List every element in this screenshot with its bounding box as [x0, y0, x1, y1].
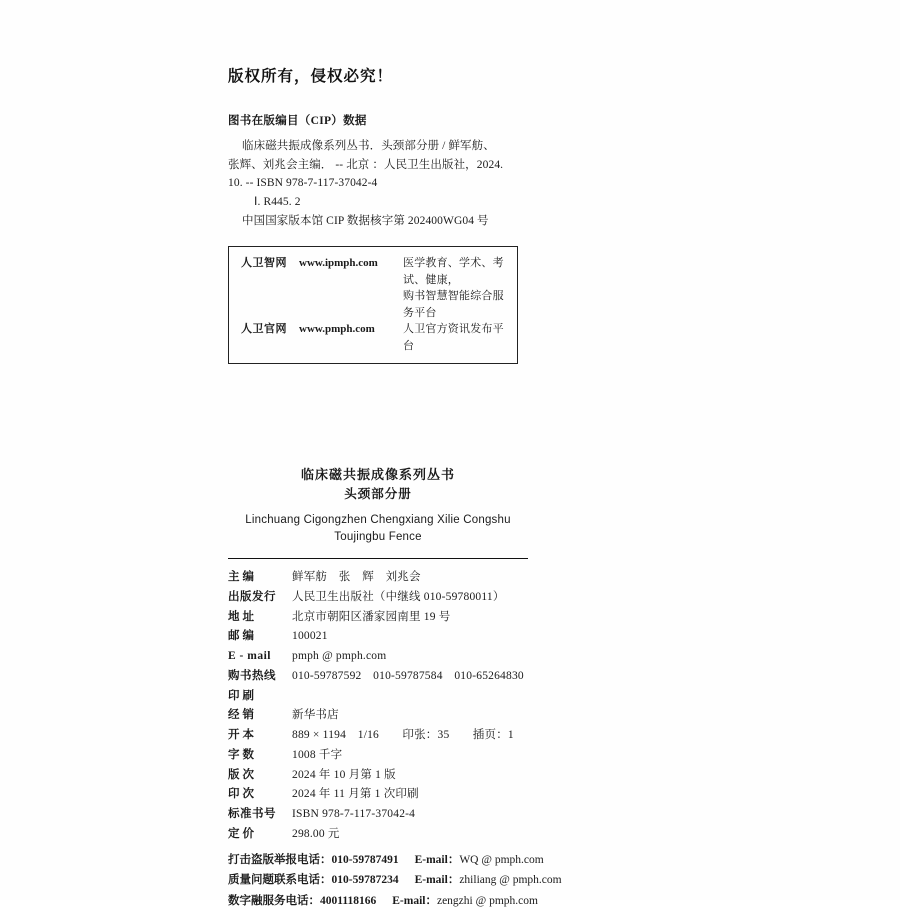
cip-line: 中国国家版本馆 CIP 数据核字第 202400WG04 号	[242, 214, 489, 227]
web-name: 人卫官网	[241, 323, 287, 336]
web-desc: 人卫官方资讯发布平台	[403, 323, 504, 352]
colophon-row-isbn	[228, 805, 528, 825]
colophon-block	[228, 465, 562, 911]
colophon-row-printing	[228, 687, 528, 707]
contact-row-piracy	[228, 850, 544, 870]
colophon-value: 人民卫生出版社（中继线 010-59780011）	[292, 590, 505, 603]
contact-label: 打击盗版举报电话：	[228, 853, 332, 866]
series-title: 临床磁共振成像系列丛书	[300, 467, 455, 482]
colophon-label: 印刷	[228, 689, 257, 702]
contact-email[interactable]: zhiliang @ pmph.com	[459, 874, 562, 887]
copyright-warning: 版权所有，侵权必究！	[228, 68, 394, 85]
colophon-rows	[228, 568, 528, 845]
contact-label: 数字融服务电话：	[228, 894, 320, 907]
colophon-label: 主编	[228, 571, 257, 584]
colophon-label: 经销	[228, 709, 257, 722]
colophon-value: 2024 年 11 月第 1 次印刷	[292, 788, 419, 801]
web-url-ipmph[interactable]: www.ipmph.com	[299, 257, 378, 270]
web-url-pmph[interactable]: www.pmph.com	[299, 323, 375, 336]
colophon-row-address	[228, 608, 528, 628]
colophon-value: 鲜军舫 张 辉 刘兆会	[292, 571, 421, 584]
colophon-label: 购书热线	[228, 669, 276, 682]
web-row-ipmph	[241, 255, 507, 288]
colophon-row-editors	[228, 568, 528, 588]
colophon-value: 北京市朝阳区潘家园南里 19 号	[292, 610, 451, 623]
colophon-label: 定价	[228, 827, 257, 840]
pinyin-title	[228, 512, 528, 547]
colophon-value: 1008 千字	[292, 748, 343, 761]
colophon-label: 地址	[228, 610, 257, 623]
cip-line: 张辉、刘兆会主编． -- 北京 ：人民卫生出版社，2024.	[228, 158, 504, 171]
colophon-value: 100021	[292, 630, 328, 643]
colophon-value: 新华书店	[292, 709, 339, 722]
contact-email-label: E-mail：	[414, 874, 460, 887]
colophon-value: 298.00 元	[292, 827, 340, 840]
colophon-value: 2024 年 10 月第 1 版	[292, 768, 396, 781]
colophon-row-format	[228, 726, 528, 746]
colophon-label: 版次	[228, 768, 257, 781]
colophon-label: 印次	[228, 788, 257, 801]
web-desc-continuation: 购书智慧智能综合服务平台	[403, 290, 504, 319]
colophon-row-hotline	[228, 667, 528, 687]
cip-line: 10. -- ISBN 978-7-117-37042-4	[228, 177, 378, 190]
contact-label: 质量问题联系电话：	[228, 874, 332, 887]
colophon-value: ISBN 978-7-117-37042-4	[292, 808, 416, 821]
pinyin-line-1: Linchuang Cigongzhen Chengxiang Xilie Congshu	[245, 513, 511, 526]
contact-block	[228, 850, 562, 911]
divider	[228, 558, 528, 559]
contact-email-label: E-mail：	[392, 894, 437, 907]
contact-row-quality	[228, 870, 562, 890]
colophon-label: 邮编	[228, 630, 257, 643]
cip-block	[228, 112, 668, 230]
colophon-value-email[interactable]: pmph @ pmph.com	[292, 650, 387, 663]
contact-email-label: E-mail：	[414, 853, 460, 866]
web-row-pmph	[241, 321, 507, 354]
colophon-row-email	[228, 647, 528, 667]
colophon-row-impression	[228, 785, 528, 805]
colophon-row-publisher	[228, 588, 528, 608]
web-name: 人卫智网	[241, 257, 287, 270]
colophon-row-wordcount	[228, 746, 528, 766]
colophon-row-distribution	[228, 706, 528, 726]
colophon-value: 010-59787592 010-59787584 010-65264830	[292, 669, 524, 682]
web-desc: 医学教育、学术、考试、健康，	[403, 257, 504, 286]
contact-phone: 4001118166	[320, 894, 377, 907]
contact-email[interactable]: WQ @ pmph.com	[459, 853, 544, 866]
contact-phone: 010-59787234	[331, 874, 399, 887]
cip-line: 临床磁共振成像系列丛书．头颈部分册 / 鲜军舫、	[242, 140, 495, 152]
colophon-label: 标准书号	[228, 808, 276, 821]
volume-title: 头颈部分册	[344, 487, 412, 502]
colophon-label: 字数	[228, 748, 257, 761]
colophon-label: E - mail	[228, 650, 271, 663]
pinyin-line-2: Toujingbu Fence	[334, 530, 422, 543]
colophon-value: 889 × 1194 1/16 印张：35 插页：1	[292, 729, 514, 742]
cip-line: Ⅰ. R445. 2	[254, 195, 301, 208]
colophon-label: 出版发行	[228, 590, 276, 603]
publisher-web-box	[228, 246, 518, 364]
cip-title: 图书在版编目（CIP）数据	[228, 115, 367, 127]
contact-phone: 010-59787491	[331, 853, 399, 866]
contact-email[interactable]: zengzhi @ pmph.com	[436, 894, 538, 907]
colophon-row-edition	[228, 766, 528, 786]
upper-content-block	[228, 64, 668, 364]
colophon-label: 开本	[228, 729, 257, 742]
colophon-row-postcode	[228, 627, 528, 647]
contact-row-digital	[228, 891, 538, 911]
colophon-row-price	[228, 825, 528, 845]
